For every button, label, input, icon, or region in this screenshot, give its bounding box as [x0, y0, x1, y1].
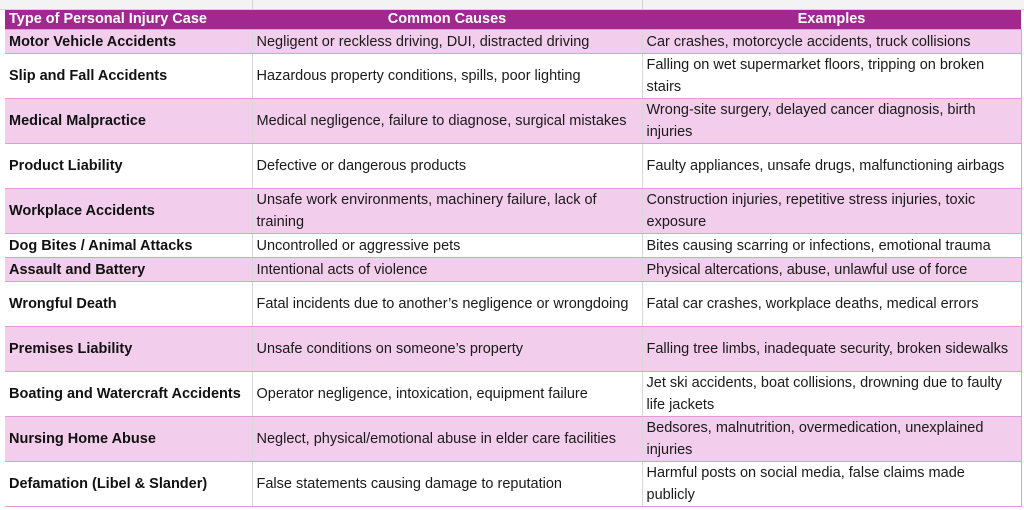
cell-examples[interactable]: Bedsores, malnutrition, overmedication, unexplained injuries: [642, 417, 1021, 462]
cell-causes[interactable]: Unsafe conditions on someone’s property: [252, 327, 642, 372]
cell-causes[interactable]: Hazardous property conditions, spills, poor lighting: [252, 54, 642, 99]
header-examples[interactable]: Examples: [642, 10, 1021, 30]
cell-type[interactable]: Dog Bites / Animal Attacks: [5, 234, 252, 258]
cell-type[interactable]: Nursing Home Abuse: [5, 417, 252, 462]
cell-type[interactable]: Product Liability: [5, 144, 252, 189]
cell-causes[interactable]: False statements causing damage to reputation: [252, 462, 642, 507]
cell-causes[interactable]: Defective or dangerous products: [252, 144, 642, 189]
cell-causes[interactable]: Unsafe work environments, machinery failure, lack of training: [252, 189, 642, 234]
cell-type[interactable]: Wrongful Death: [5, 282, 252, 327]
table-row: [5, 99, 1021, 144]
table-row: [5, 258, 1021, 282]
cell-examples[interactable]: Falling on wet supermarket floors, tripping on broken stairs: [642, 54, 1021, 99]
table-row: [5, 54, 1021, 99]
cell-examples[interactable]: Car crashes, motorcycle accidents, truck collisions: [642, 30, 1021, 54]
table-row: [5, 372, 1021, 417]
cell-examples[interactable]: Bites causing scarring or infections, emotional trauma: [642, 234, 1021, 258]
header-row: [5, 10, 1021, 30]
cell-examples[interactable]: Physical altercations, abuse, unlawful use of force: [642, 258, 1021, 282]
table-row: [5, 234, 1021, 258]
cell-causes[interactable]: Negligent or reckless driving, DUI, distracted driving: [252, 30, 642, 54]
cell-type[interactable]: Assault and Battery: [5, 258, 252, 282]
header-causes[interactable]: Common Causes: [252, 10, 642, 30]
header-type[interactable]: Type of Personal Injury Case: [5, 10, 252, 30]
column-separator: [252, 0, 253, 9]
cell-type[interactable]: Workplace Accidents: [5, 189, 252, 234]
spreadsheet-column-header-strip: [0, 0, 1024, 10]
cell-type[interactable]: Boating and Watercraft Accidents: [5, 372, 252, 417]
cell-examples[interactable]: Fatal car crashes, workplace deaths, medical errors: [642, 282, 1021, 327]
cell-examples[interactable]: Faulty appliances, unsafe drugs, malfunctioning airbags: [642, 144, 1021, 189]
cell-causes[interactable]: Medical negligence, failure to diagnose, surgical mistakes: [252, 99, 642, 144]
cell-examples[interactable]: Harmful posts on social media, false claims made publicly: [642, 462, 1021, 507]
cell-causes[interactable]: Neglect, physical/emotional abuse in elder care facilities: [252, 417, 642, 462]
table-row: [5, 189, 1021, 234]
cell-causes[interactable]: Fatal incidents due to another’s negligence or wrongdoing: [252, 282, 642, 327]
cell-type[interactable]: Motor Vehicle Accidents: [5, 30, 252, 54]
table-row: [5, 30, 1021, 54]
personal-injury-table: [5, 10, 1022, 507]
cell-type[interactable]: Premises Liability: [5, 327, 252, 372]
cell-type[interactable]: Medical Malpractice: [5, 99, 252, 144]
cell-causes[interactable]: Operator negligence, intoxication, equipment failure: [252, 372, 642, 417]
cell-causes[interactable]: Intentional acts of violence: [252, 258, 642, 282]
cell-examples[interactable]: Jet ski accidents, boat collisions, drowning due to faulty life jackets: [642, 372, 1021, 417]
cell-type[interactable]: Defamation (Libel & Slander): [5, 462, 252, 507]
cell-examples[interactable]: Wrong-site surgery, delayed cancer diagnosis, birth injuries: [642, 99, 1021, 144]
table-row: [5, 462, 1021, 507]
table-row: [5, 282, 1021, 327]
table-row: [5, 417, 1021, 462]
cell-causes[interactable]: Uncontrolled or aggressive pets: [252, 234, 642, 258]
cell-type[interactable]: Slip and Fall Accidents: [5, 54, 252, 99]
table-row: [5, 327, 1021, 372]
table-row: [5, 144, 1021, 189]
cell-examples[interactable]: Falling tree limbs, inadequate security, broken sidewalks: [642, 327, 1021, 372]
cell-examples[interactable]: Construction injuries, repetitive stress injuries, toxic exposure: [642, 189, 1021, 234]
column-separator: [642, 0, 643, 9]
